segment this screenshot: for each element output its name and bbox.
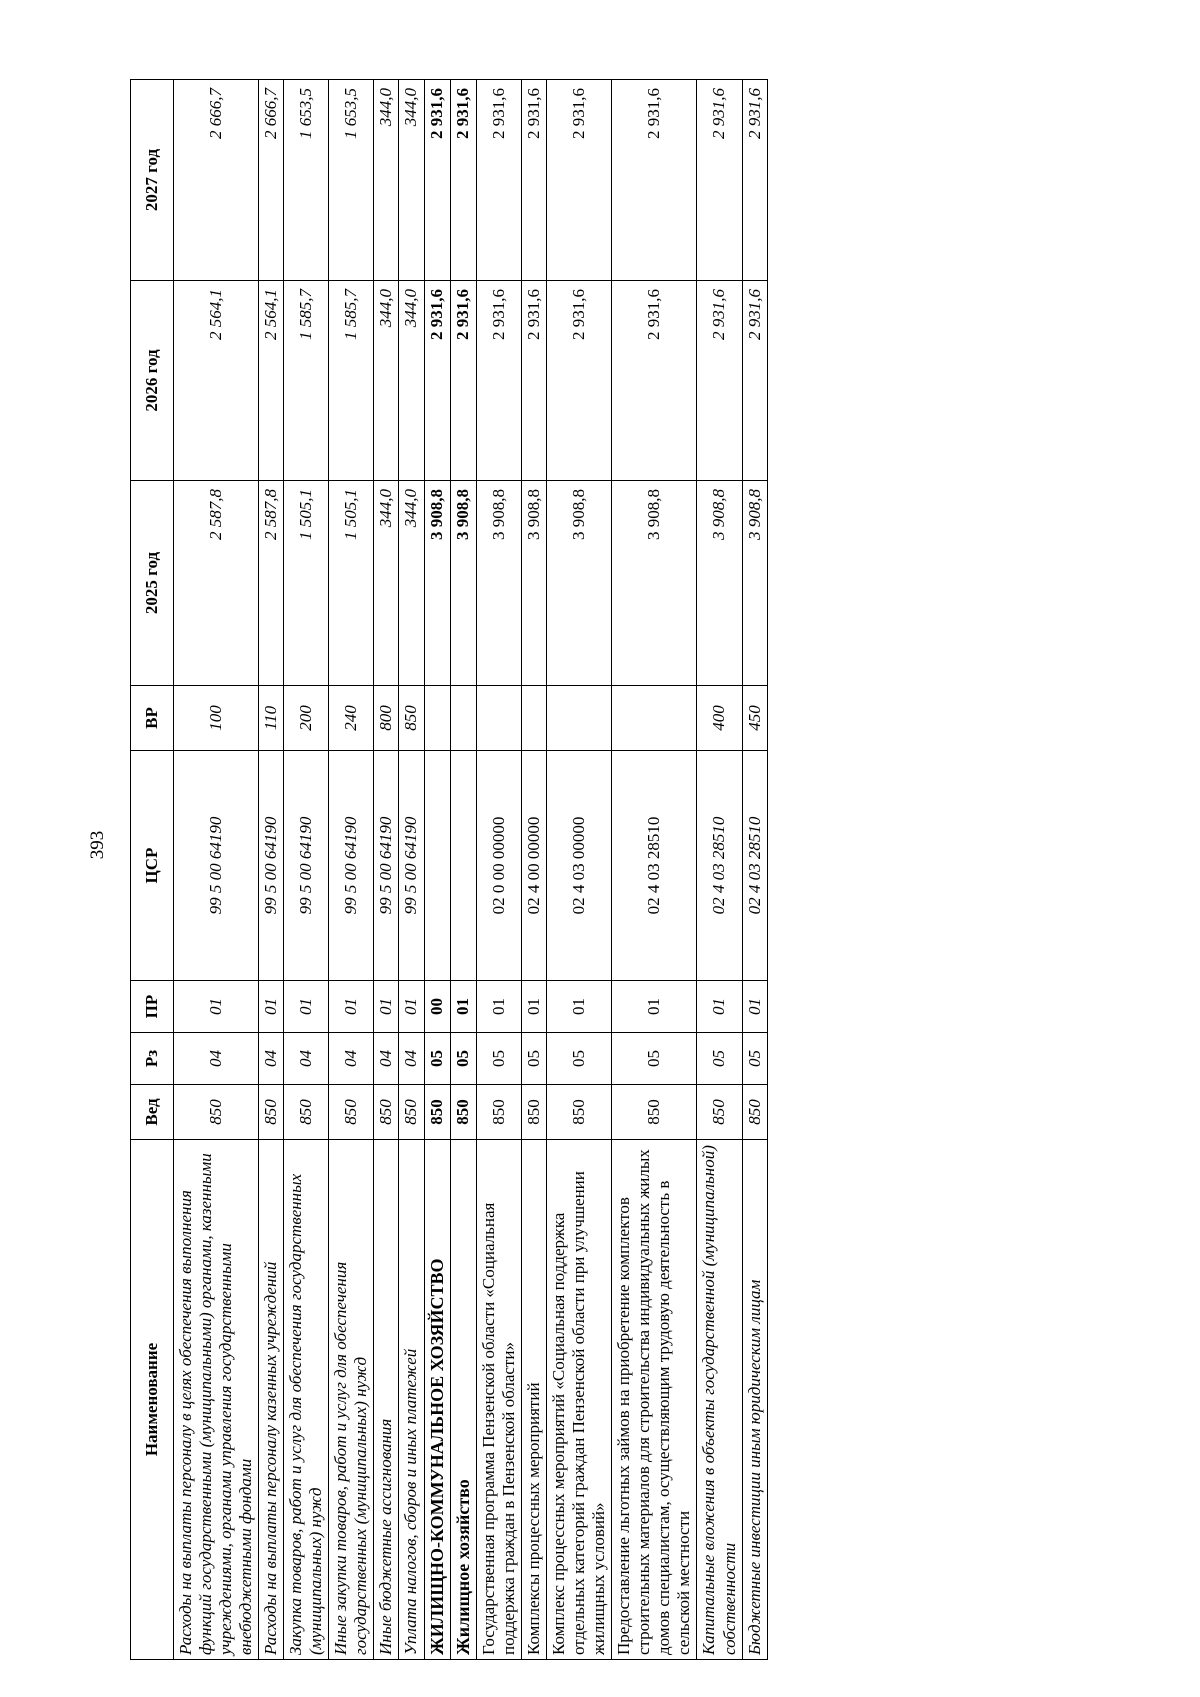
cell-pr: 01 — [547, 981, 612, 1033]
header-name: Наименование — [131, 1140, 174, 1660]
cell-rz: 05 — [612, 1033, 697, 1085]
header-2025: 2025 год — [131, 481, 174, 686]
cell-2025: 1 505,1 — [284, 481, 329, 686]
cell-pr: 01 — [174, 981, 259, 1033]
cell-2025: 3 908,8 — [697, 481, 742, 686]
page-number: 393 — [87, 830, 108, 860]
table-row — [424, 80, 450, 1660]
cell-ved: 850 — [697, 1085, 742, 1140]
cell-name: Капитальные вложения в объекты государственной (муниципальной) собственности — [697, 1140, 742, 1660]
cell-rz: 05 — [697, 1033, 742, 1085]
cell-vr: 800 — [374, 686, 399, 751]
cell-2027: 2 931,6 — [612, 80, 697, 281]
budget-table — [130, 79, 768, 1660]
table-row — [742, 80, 767, 1660]
table-row — [697, 80, 742, 1660]
cell-ved: 850 — [284, 1085, 329, 1140]
cell-2027: 2 931,6 — [450, 80, 476, 281]
cell-2025: 3 908,8 — [547, 481, 612, 686]
cell-rz: 04 — [374, 1033, 399, 1085]
cell-pr: 01 — [522, 981, 547, 1033]
header-rz: Рз — [131, 1033, 174, 1085]
cell-2027: 2 931,6 — [547, 80, 612, 281]
cell-ved: 850 — [522, 1085, 547, 1140]
cell-2025: 2 587,8 — [259, 481, 284, 686]
cell-2026: 2 931,6 — [476, 281, 521, 481]
cell-pr: 01 — [259, 981, 284, 1033]
cell-rz: 05 — [476, 1033, 521, 1085]
header-2027: 2027 год — [131, 80, 174, 281]
cell-name: Комплекс процессных мероприятий «Социальная поддержка отдельных категорий граждан Пензенской области при улучшении жилищных условий» — [547, 1140, 612, 1660]
cell-pr: 01 — [612, 981, 697, 1033]
cell-2025: 3 908,8 — [424, 481, 450, 686]
table-row — [450, 80, 476, 1660]
cell-vr — [522, 686, 547, 751]
cell-name: Иные бюджетные ассигнования — [374, 1140, 399, 1660]
cell-2025: 1 505,1 — [329, 481, 374, 686]
cell-2027: 2 931,6 — [476, 80, 521, 281]
cell-rz: 05 — [742, 1033, 767, 1085]
cell-vr: 450 — [742, 686, 767, 751]
cell-ved: 850 — [547, 1085, 612, 1140]
table-row — [547, 80, 612, 1660]
table-row — [476, 80, 521, 1660]
cell-2027: 344,0 — [374, 80, 399, 281]
cell-ved: 850 — [450, 1085, 476, 1140]
rotated-table — [130, 80, 1140, 1660]
cell-csr: 02 0 00 00000 — [476, 751, 521, 981]
cell-ved: 850 — [399, 1085, 424, 1140]
cell-csr: 02 4 03 00000 — [547, 751, 612, 981]
cell-2026: 1 585,7 — [329, 281, 374, 481]
cell-vr — [547, 686, 612, 751]
cell-2026: 2 931,6 — [450, 281, 476, 481]
cell-2027: 2 666,7 — [174, 80, 259, 281]
cell-vr: 200 — [284, 686, 329, 751]
cell-csr: 99 5 00 64190 — [399, 751, 424, 981]
cell-ved: 850 — [329, 1085, 374, 1140]
cell-ved: 850 — [476, 1085, 521, 1140]
cell-pr: 01 — [399, 981, 424, 1033]
cell-2025: 2 587,8 — [174, 481, 259, 686]
cell-csr: 99 5 00 64190 — [329, 751, 374, 981]
cell-2027: 1 653,5 — [329, 80, 374, 281]
cell-pr: 01 — [476, 981, 521, 1033]
cell-rz: 05 — [547, 1033, 612, 1085]
table-row — [399, 80, 424, 1660]
cell-2026: 2 931,6 — [697, 281, 742, 481]
cell-name: Предоставление льготных займов на приобретение комплектов строительных материалов для строительства индивидуальных жилых домов специалистам, осуществляющим трудовую деятельность в сельской местности — [612, 1140, 697, 1660]
cell-name: Иные закупки товаров, работ и услуг для обеспечения государственных (муниципальных) нужд — [329, 1140, 374, 1660]
cell-rz: 05 — [450, 1033, 476, 1085]
cell-pr: 01 — [742, 981, 767, 1033]
table-row — [284, 80, 329, 1660]
table-row — [259, 80, 284, 1660]
cell-ved: 850 — [742, 1085, 767, 1140]
cell-2025: 344,0 — [374, 481, 399, 686]
cell-2025: 3 908,8 — [742, 481, 767, 686]
cell-2026: 344,0 — [374, 281, 399, 481]
cell-name: Уплата налогов, сборов и иных платежей — [399, 1140, 424, 1660]
cell-pr: 01 — [450, 981, 476, 1033]
table-container — [130, 80, 1140, 1660]
cell-2026: 2 931,6 — [522, 281, 547, 481]
cell-2027: 2 931,6 — [522, 80, 547, 281]
cell-csr: 02 4 00 00000 — [522, 751, 547, 981]
cell-csr: 02 4 03 28510 — [742, 751, 767, 981]
table-row — [329, 80, 374, 1660]
cell-rz: 04 — [174, 1033, 259, 1085]
cell-name: Расходы на выплаты персоналу казенных учреждений — [259, 1140, 284, 1660]
cell-2026: 2 931,6 — [612, 281, 697, 481]
cell-ved: 850 — [374, 1085, 399, 1140]
cell-csr: 99 5 00 64190 — [259, 751, 284, 981]
table-body — [174, 80, 768, 1660]
cell-2025: 3 908,8 — [612, 481, 697, 686]
cell-name: Государственная программа Пензенской области «Социальная поддержка граждан в Пензенской области» — [476, 1140, 521, 1660]
cell-2026: 2 931,6 — [547, 281, 612, 481]
cell-2026: 2 931,6 — [424, 281, 450, 481]
table-row — [522, 80, 547, 1660]
cell-2026: 2 564,1 — [259, 281, 284, 481]
cell-2025: 3 908,8 — [450, 481, 476, 686]
header-vr: ВР — [131, 686, 174, 751]
cell-2026: 2 931,6 — [742, 281, 767, 481]
cell-name: Закупка товаров, работ и услуг для обеспечения государственных (муниципальных) нужд — [284, 1140, 329, 1660]
cell-pr: 01 — [329, 981, 374, 1033]
cell-csr: 99 5 00 64190 — [284, 751, 329, 981]
cell-vr — [424, 686, 450, 751]
cell-vr: 110 — [259, 686, 284, 751]
header-csr: ЦСР — [131, 751, 174, 981]
cell-ved: 850 — [612, 1085, 697, 1140]
cell-name: Расходы на выплаты персоналу в целях обеспечения выполнения функций государственными (муниципальными) органами, казенными учреждениями, органами управления государственными внебюджетными фондами — [174, 1140, 259, 1660]
cell-2027: 2 931,6 — [424, 80, 450, 281]
table-row — [374, 80, 399, 1660]
cell-csr: 02 4 03 28510 — [612, 751, 697, 981]
cell-vr — [450, 686, 476, 751]
cell-vr — [612, 686, 697, 751]
header-pr: ПР — [131, 981, 174, 1033]
cell-csr — [424, 751, 450, 981]
cell-rz: 04 — [284, 1033, 329, 1085]
cell-2027: 344,0 — [399, 80, 424, 281]
cell-2027: 2 666,7 — [259, 80, 284, 281]
table-row — [612, 80, 697, 1660]
cell-vr: 850 — [399, 686, 424, 751]
cell-2027: 1 653,5 — [284, 80, 329, 281]
cell-rz: 04 — [259, 1033, 284, 1085]
cell-rz: 04 — [329, 1033, 374, 1085]
table-header-row — [131, 80, 174, 1660]
cell-csr: 99 5 00 64190 — [374, 751, 399, 981]
cell-vr — [476, 686, 521, 751]
cell-rz: 04 — [399, 1033, 424, 1085]
cell-2027: 2 931,6 — [697, 80, 742, 281]
cell-2025: 3 908,8 — [522, 481, 547, 686]
cell-csr — [450, 751, 476, 981]
cell-vr: 400 — [697, 686, 742, 751]
header-2026: 2026 год — [131, 281, 174, 481]
cell-vr: 240 — [329, 686, 374, 751]
cell-pr: 01 — [374, 981, 399, 1033]
cell-2026: 344,0 — [399, 281, 424, 481]
cell-2025: 3 908,8 — [476, 481, 521, 686]
cell-pr: 01 — [284, 981, 329, 1033]
cell-name: ЖИЛИЩНО-КОММУНАЛЬНОЕ ХОЗЯЙСТВО — [424, 1140, 450, 1660]
table-row — [174, 80, 259, 1660]
cell-pr: 01 — [697, 981, 742, 1033]
cell-ved: 850 — [174, 1085, 259, 1140]
cell-2025: 344,0 — [399, 481, 424, 686]
cell-rz: 05 — [522, 1033, 547, 1085]
cell-name: Комплексы процессных мероприятий — [522, 1140, 547, 1660]
cell-pr: 00 — [424, 981, 450, 1033]
cell-ved: 850 — [424, 1085, 450, 1140]
cell-csr: 99 5 00 64190 — [174, 751, 259, 981]
header-ved: Вед — [131, 1085, 174, 1140]
cell-ved: 850 — [259, 1085, 284, 1140]
cell-vr: 100 — [174, 686, 259, 751]
cell-2026: 2 564,1 — [174, 281, 259, 481]
cell-2027: 2 931,6 — [742, 80, 767, 281]
cell-rz: 05 — [424, 1033, 450, 1085]
cell-name: Жилищное хозяйство — [450, 1140, 476, 1660]
cell-name: Бюджетные инвестиции иным юридическим лицам — [742, 1140, 767, 1660]
cell-2026: 1 585,7 — [284, 281, 329, 481]
cell-csr: 02 4 03 28510 — [697, 751, 742, 981]
